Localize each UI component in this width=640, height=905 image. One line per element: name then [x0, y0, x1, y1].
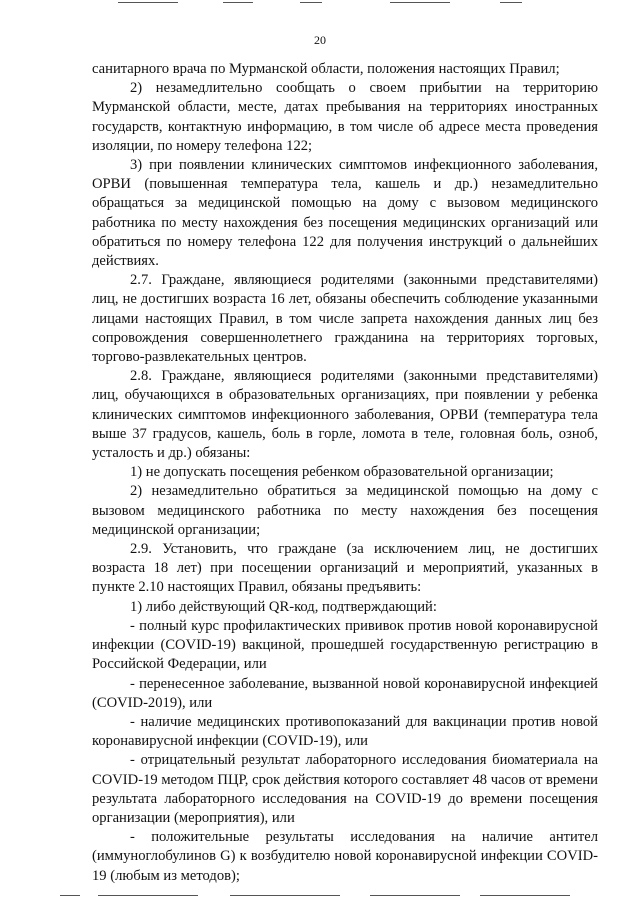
list-item-contraindications: - наличие медицинских противопоказаний для вакцинации против новой коронавирусной инфекции (COVID-19), или	[92, 713, 598, 750]
list-item-vaccination: - полный курс профилактических прививок против новой коронавирусной инфекции (COVID-19) вакциной, прошедшей государственную регистрацию в Российской Федерации, или	[92, 617, 598, 673]
paragraph-2-8-item-1: 1) не допускать посещения ребенком образовательной организации;	[130, 464, 554, 481]
document-body	[92, 60, 598, 886]
paragraph-2-9-item-1: 1) либо действующий QR-код, подтверждающий:	[130, 598, 437, 615]
scan-artifact-line	[230, 895, 340, 896]
scan-artifact-line	[390, 2, 450, 3]
list-item-recovered: - перенесенное заболевание, вызванной новой коронавирусной инфекцией (COVID-2019), или	[92, 675, 598, 711]
list-item-antibodies: - положительные результаты исследования на наличие антител (иммуноглобулинов G) к возбудителю новой коронавирусной инфекции COVID-19 (любым из методов);	[92, 829, 598, 884]
paragraph-continuation: санитарного врача по Мурманской области, положения настоящих Правил;	[92, 61, 560, 77]
paragraph-item-3: 3) при появлении клинических симптомов инфекционного заболевания, ОРВИ (повышенная температура тела, кашель и др.) незамедлительно обращаться за медицинской помощью на дому с вызовом медицинского работника по месту нахождения без посещения медицинских организаций или обратиться по номеру телефона 122 для получения инструкций о дальнейших действиях.	[92, 157, 598, 270]
paragraph-2-8-item-2: 2) незамедлительно обратиться за медицинской помощью на дому с вызовом медицинского работника по месту нахождения без посещения медицинской организации;	[92, 483, 598, 538]
paragraph-item-2: 2) незамедлительно сообщать о своем прибытии на территорию Мурманской области, месте, датах пребывания на территориях иностранных государств, контактную информацию, в том числе об адресе места проведения изоляции, по номеру телефона 122;	[92, 80, 598, 154]
paragraph-2-8: 2.8. Граждане, являющиеся родителями (законными представителями) лиц, обучающихся в образовательных организациях, при появлении у ребенка клинических симптомов инфекционного заболевания, ОРВИ (температура тела выше 37 градусов, кашель, боль в горле, ломота в теле, головная боль, озноб, усталость и др.) обязаны:	[92, 368, 598, 462]
scan-artifact-line	[300, 2, 322, 3]
scan-artifact-line	[370, 895, 460, 896]
scan-artifact-line	[60, 895, 80, 896]
scan-artifact-line	[480, 895, 570, 896]
list-item-pcr-test: - отрицательный результат лабораторного исследования биоматериала на COVID-19 методом ПЦР, срок действия которого составляет 48 часов от времени результата лабораторного исследования на COVID-19 до времени посещения организации (мероприятия), или	[92, 752, 598, 826]
paragraph-2-7: 2.7. Граждане, являющиеся родителями (законными представителями) лиц, не достигших возраста 16 лет, обязаны обеспечить соблюдение указанными лицами настоящих Правил, в том числе запрета нахождения данных лиц без сопровождения совершеннолетнего гражданина на территориях торговых, торгово-развлекательных центров.	[92, 272, 598, 366]
scan-artifact-line	[223, 2, 253, 3]
page-number: 20	[314, 33, 326, 47]
paragraph-2-9: 2.9. Установить, что граждане (за исключением лиц, не достигших возраста 18 лет) при посещении организаций и мероприятий, указанных в пункте 2.10 настоящих Правил, обязаны предъявить:	[92, 541, 598, 596]
scan-artifact-line	[500, 2, 522, 3]
scan-artifact-line	[98, 895, 198, 896]
scan-artifact-line	[118, 2, 178, 3]
